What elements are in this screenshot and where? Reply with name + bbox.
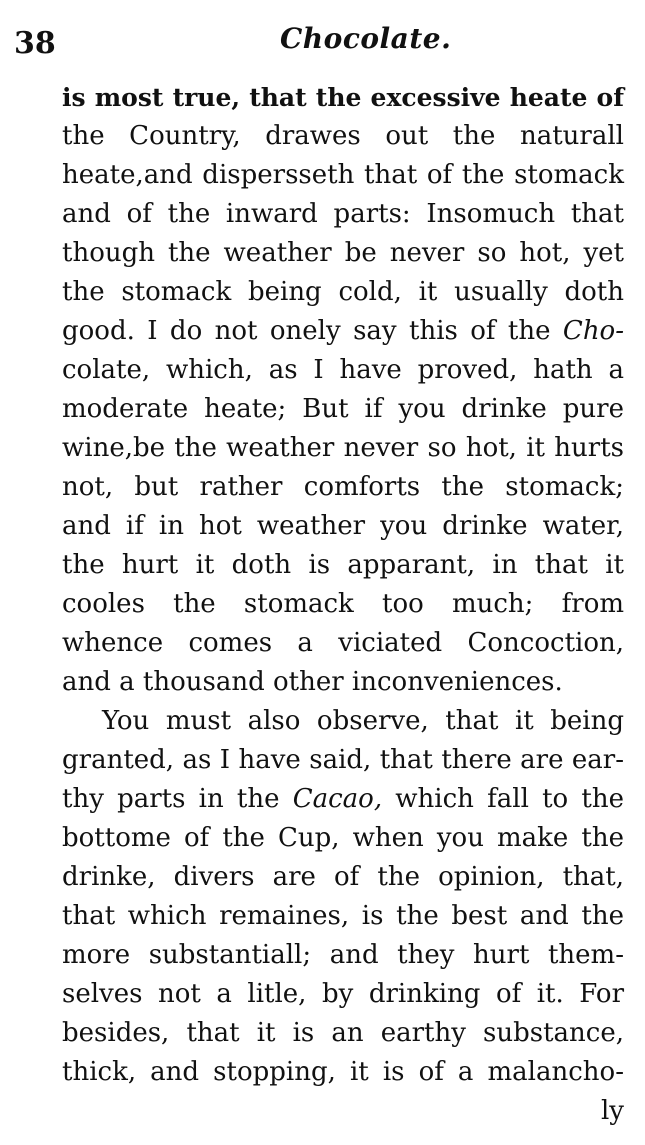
text-line: is most true, that the excessive heate of bbox=[62, 83, 624, 112]
text-line: granted, as I have said, that there are ear- bbox=[62, 745, 624, 775]
text-line: and if in hot weather you drinke water, bbox=[62, 511, 624, 541]
text-line: bottome of the Cup, when you make the bbox=[62, 823, 624, 853]
text-line: and of the inward parts: Insomuch that bbox=[62, 199, 624, 229]
text-segment: thy parts in the bbox=[62, 784, 293, 814]
text-line: not, but rather comforts the stomack; bbox=[62, 472, 624, 502]
text-line: moderate heate; But if you drinke pure bbox=[62, 394, 624, 424]
text-segment: which fall to the bbox=[382, 784, 624, 814]
text-line: the hurt it doth is apparant, in that it bbox=[62, 550, 624, 580]
text-line bbox=[62, 312, 624, 351]
text-line: heate,and dispersseth that of the stomack bbox=[62, 160, 624, 190]
text-line bbox=[62, 780, 624, 819]
body-text bbox=[62, 78, 624, 1131]
running-title: Chocolate. bbox=[280, 22, 452, 55]
italic-word: Cacao, bbox=[292, 784, 383, 814]
text-segment: good. I do not onely say this of the bbox=[62, 316, 563, 346]
italic-word: Cho- bbox=[562, 316, 624, 346]
text-line: cooles the stomack too much; from bbox=[62, 589, 624, 619]
text-line: besides, that it is an earthy substance, bbox=[62, 1018, 624, 1048]
text-line: the Country, drawes out the naturall bbox=[62, 121, 624, 151]
text-line: thick, and stopping, it is of a malancho- bbox=[62, 1057, 624, 1087]
text-line: whence comes a viciated Concoction, bbox=[62, 628, 624, 658]
page-header bbox=[0, 14, 645, 64]
text-line: You must also observe, that it being bbox=[102, 706, 624, 736]
text-line: selves not a litle, by drinking of it. For bbox=[62, 979, 624, 1009]
text-line: colate, which, as I have proved, hath a bbox=[62, 355, 624, 385]
text-line: wine,be the weather never so hot, it hurts bbox=[62, 433, 624, 463]
text-line: drinke, divers are of the opinion, that, bbox=[62, 862, 624, 892]
catchword: ly bbox=[600, 1096, 624, 1126]
text-line: that which remaines, is the best and the bbox=[62, 901, 624, 931]
text-line: and a thousand other inconveniences. bbox=[62, 667, 563, 697]
page-number: 38 bbox=[14, 26, 56, 61]
text-line: though the weather be never so hot, yet bbox=[62, 238, 624, 268]
text-line: the stomack being cold, it usually doth bbox=[62, 277, 624, 307]
text-line: more substantiall; and they hurt them- bbox=[62, 940, 624, 970]
